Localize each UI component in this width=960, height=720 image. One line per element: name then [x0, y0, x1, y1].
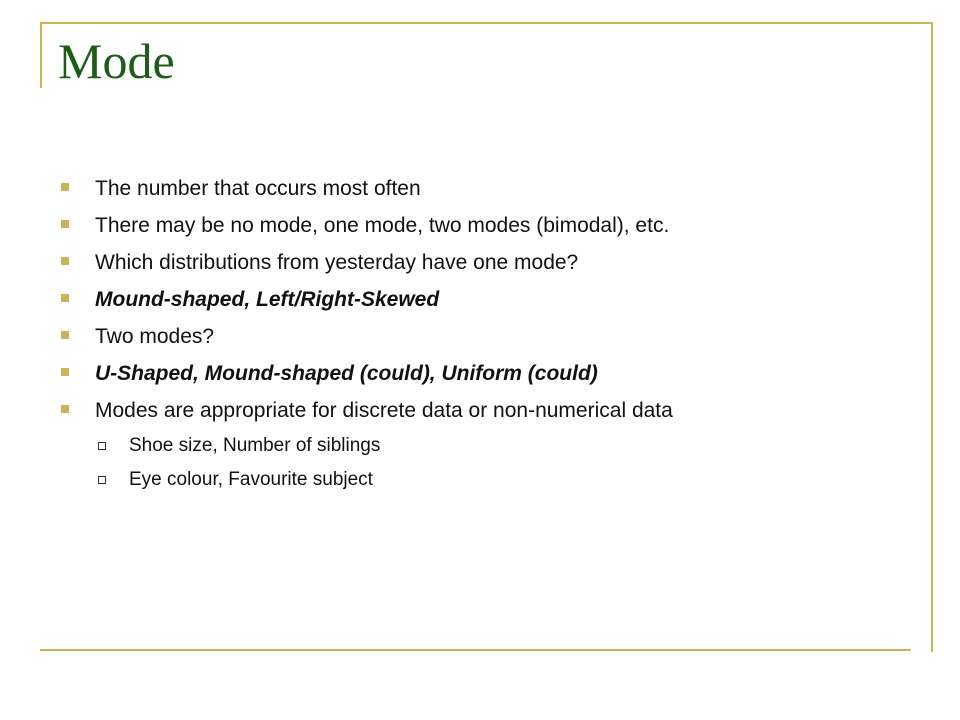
hollow-square-bullet-icon	[98, 442, 106, 450]
bottom-border-line	[40, 649, 911, 651]
square-bullet-icon	[61, 331, 69, 339]
square-bullet-icon	[61, 294, 69, 302]
square-bullet-icon	[61, 257, 69, 265]
slide-title: Mode	[58, 33, 175, 89]
square-bullet-icon	[61, 405, 69, 413]
bullet-item-emphasized	[58, 281, 918, 318]
bullet-text: U-Shaped, Mound-shaped (could), Uniform (could)	[95, 362, 598, 385]
square-bullet-icon	[61, 183, 69, 191]
square-bullet-icon	[61, 220, 69, 228]
right-border-line	[931, 22, 933, 652]
sub-bullet-text: Shoe size, Number of siblings	[129, 435, 381, 456]
bullet-text: Two modes?	[95, 325, 215, 348]
top-border-line	[40, 22, 933, 24]
sub-bullet-item	[58, 429, 918, 463]
sub-bullet-text: Eye colour, Favourite subject	[129, 469, 373, 490]
bullet-text: There may be no mode, one mode, two modes (bimodal), etc.	[95, 214, 670, 237]
left-border-line	[40, 22, 42, 88]
bullet-text: Modes are appropriate for discrete data or non-numerical data	[95, 399, 673, 422]
bullet-text: The number that occurs most often	[95, 177, 421, 200]
square-bullet-icon	[61, 368, 69, 376]
hollow-square-bullet-icon	[98, 476, 106, 484]
bullet-text: Which distributions from yesterday have one mode?	[95, 251, 579, 274]
bullet-list	[58, 170, 918, 497]
bullet-item-emphasized	[58, 355, 918, 392]
bullet-item	[58, 170, 918, 207]
bullet-item	[58, 392, 918, 429]
sub-bullet-item	[58, 463, 918, 497]
bullet-text: Mound-shaped, Left/Right-Skewed	[95, 288, 440, 311]
bullet-item	[58, 207, 918, 244]
bullet-item	[58, 318, 918, 355]
bullet-item	[58, 244, 918, 281]
